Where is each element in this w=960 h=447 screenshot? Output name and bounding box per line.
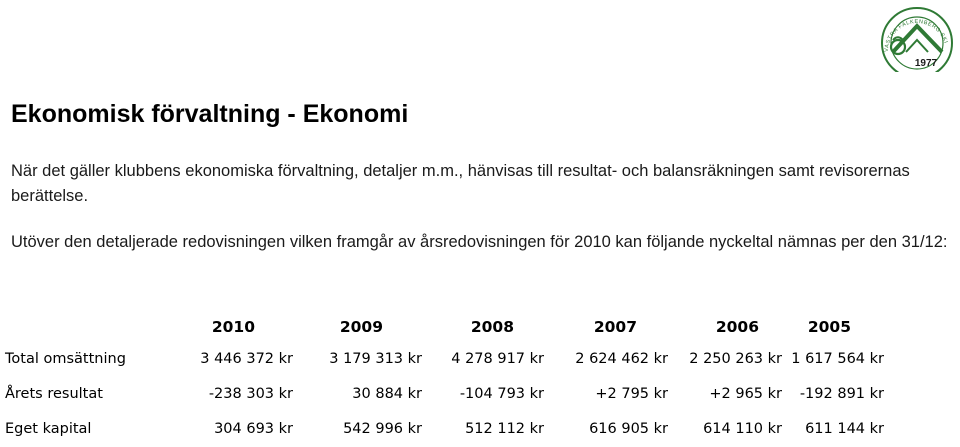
key-figures-paragraph: Utöver den detaljerade redovisningen vilken framgår av årsredovisningen för 2010 kan följande nyckeltal nämnas per den 31/12: — [11, 233, 948, 251]
year-header: 2008 — [470, 318, 514, 336]
table-row — [0, 411, 898, 446]
header-spacer — [0, 313, 160, 341]
table-cell: 2 624 462 kr — [575, 350, 668, 367]
table-cell: 304 693 kr — [214, 420, 293, 437]
table-cell: 542 996 kr — [343, 420, 422, 437]
year-header: 2005 — [807, 318, 851, 336]
key-figures-table — [0, 313, 898, 446]
table-row — [0, 341, 898, 376]
row-label: Total omsättning — [5, 350, 126, 367]
year-header: 2007 — [593, 318, 637, 336]
table-row — [0, 376, 898, 411]
logo-year: 1977 — [914, 58, 938, 69]
year-header: 2010 — [211, 318, 255, 336]
table-cell: -238 303 kr — [208, 385, 293, 402]
table-header-row — [0, 313, 898, 341]
table-cell: 512 112 kr — [465, 420, 544, 437]
table-cell: +2 795 kr — [595, 385, 668, 402]
year-header: 2009 — [339, 318, 383, 336]
logo-ring-text: VASTRA FALKENBERG SKI — [883, 18, 949, 53]
table-cell: 3 179 313 kr — [329, 350, 422, 367]
page-title: Ekonomisk förvaltning - Ekonomi — [11, 100, 409, 128]
table-cell: 4 278 917 kr — [451, 350, 544, 367]
table-cell: 616 905 kr — [589, 420, 668, 437]
club-emblem-icon — [866, 0, 960, 72]
table-cell: -192 891 kr — [799, 385, 884, 402]
table-cell: 3 446 372 kr — [200, 350, 293, 367]
table-cell: 1 617 564 kr — [791, 350, 884, 367]
table-cell: -104 793 kr — [459, 385, 544, 402]
intro-paragraph: När det gäller klubbens ekonomiska förvaltning, detaljer m.m., hänvisas till resultat- och balansräkningen samt revisorernas berättelse. — [11, 162, 910, 205]
year-header: 2006 — [715, 318, 759, 336]
table-cell: 614 110 kr — [703, 420, 782, 437]
row-label: Årets resultat — [5, 385, 103, 402]
club-logo — [866, 0, 960, 72]
table-cell: 2 250 263 kr — [689, 350, 782, 367]
table-cell: 611 144 kr — [805, 420, 884, 437]
table-cell: 30 884 kr — [352, 385, 422, 402]
row-label: Eget kapital — [5, 420, 92, 437]
table-cell: +2 965 kr — [709, 385, 782, 402]
